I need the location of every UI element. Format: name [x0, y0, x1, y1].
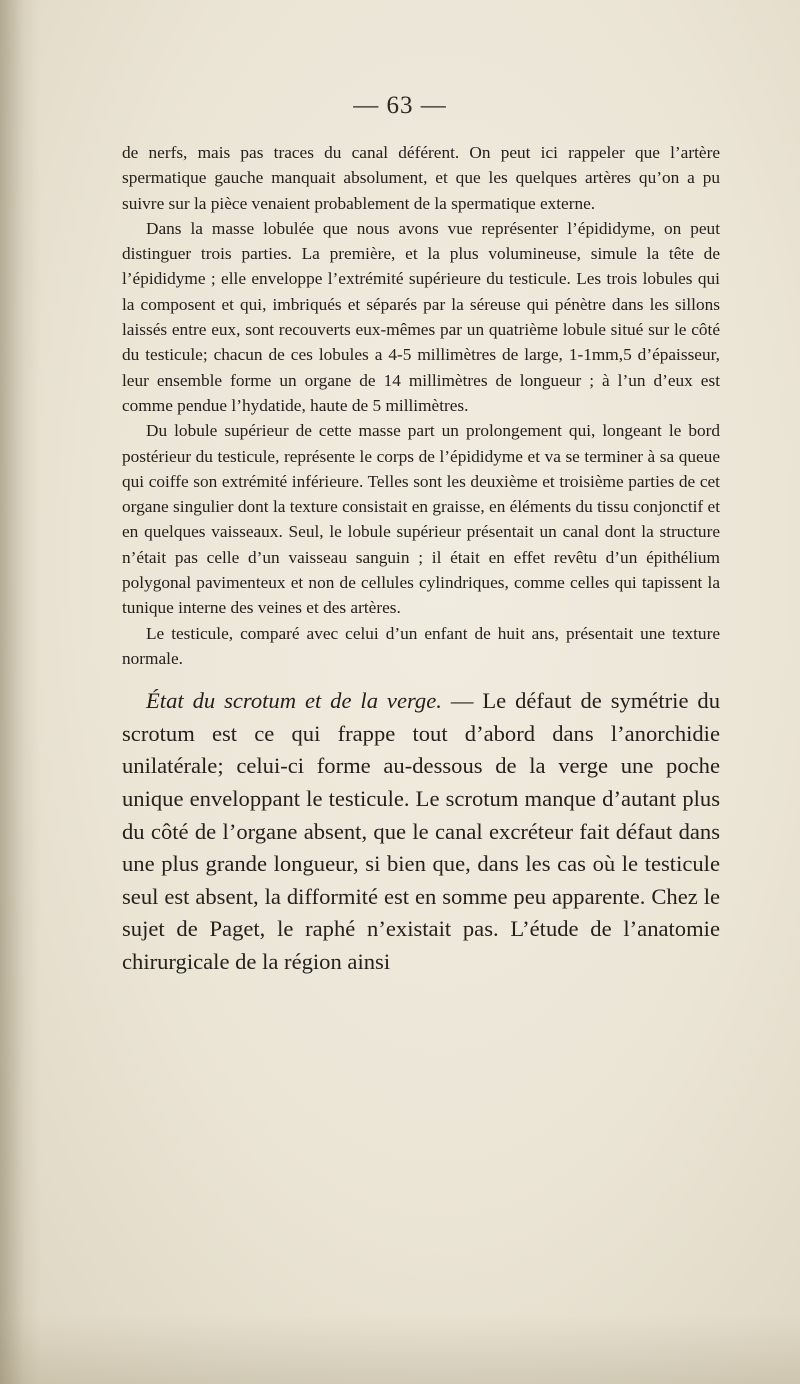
paragraph-3: Du lobule supérieur de cette masse part un prolongement qui, longeant le bord postérieur du testicule, représente le corps de l’épididyme et va se terminer à sa queue qui coiffe son extrémité inférieure. Telles sont les deuxième et troisième parties de cet organe singulier dont la texture consistait en graisse, en éléments du tissu conjonctif et en quelques vaisseaux. Seul, le lobule supérieur présentait un canal dont la structure n’était pas celle d’un vaisseau sanguin ; il était en effet revêtu d’un épithélium polygonal pavimenteux et non de cellules cylindriques, comme celles qui tapissent la tunique interne des veines et des artères.: [122, 421, 720, 618]
page-body: [122, 140, 720, 979]
page-number: — 63 —: [353, 92, 447, 119]
page-shade: [0, 1314, 800, 1384]
section-text: — Le défaut de symétrie du scrotum est ce qui frappe tout d’abord dans l’anorchidie unilatérale; celui-ci forme au-dessous de la verge une poche unique enveloppant le testicule. Le scrotum manque d’autant plus du côté de l’organe absent, que le canal excréteur fait défaut dans une plus grande longueur, si bien que, dans les cas où le testicule seul est absent, la difformité est en somme peu apparente. Chez le sujet de Paget, le raphé n’existait pas. L’étude de l’anatomie chirurgicale de la région ainsi: [122, 688, 720, 974]
paragraph-4: Le testicule, comparé avec celui d’un enfant de huit ans, présentait une texture normale.: [122, 623, 720, 668]
paragraph-1: de nerfs, mais pas traces du canal déférent. On peut ici rappeler que l’artère spermatique gauche manquait absolument, et que les quelques artères qu’on a pu suivre sur la pièce venaient probablement de la spermatique externe.: [122, 143, 720, 213]
section-paragraph: [122, 685, 720, 978]
spine-shadow: [0, 0, 40, 1384]
section-block: [122, 685, 720, 978]
small-print-block: [122, 140, 720, 671]
section-title: État du scrotum et de la verge.: [146, 688, 442, 714]
paragraph-2: Dans la masse lobulée que nous avons vue représenter l’épididyme, on peut distinguer trois parties. La première, et la plus volumineuse, simule la tête de l’épididyme ; elle enveloppe l’extrémité supérieure du testicule. Les trois lobules qui la composent et qui, imbriqués et séparés par la séreuse qui pénètre dans les sillons laissés entre eux, sont recouverts eux-mêmes par un quatrième lobule situé sur le côté du testicule; chacun de ces lobules a 4-5 millimètres de large, 1-1mm,5 d’épaisseur, leur ensemble forme un organe de 14 millimètres de longueur ; à l’un d’eux est comme pendue l’hydatide, haute de 5 millimètres.: [122, 218, 720, 415]
